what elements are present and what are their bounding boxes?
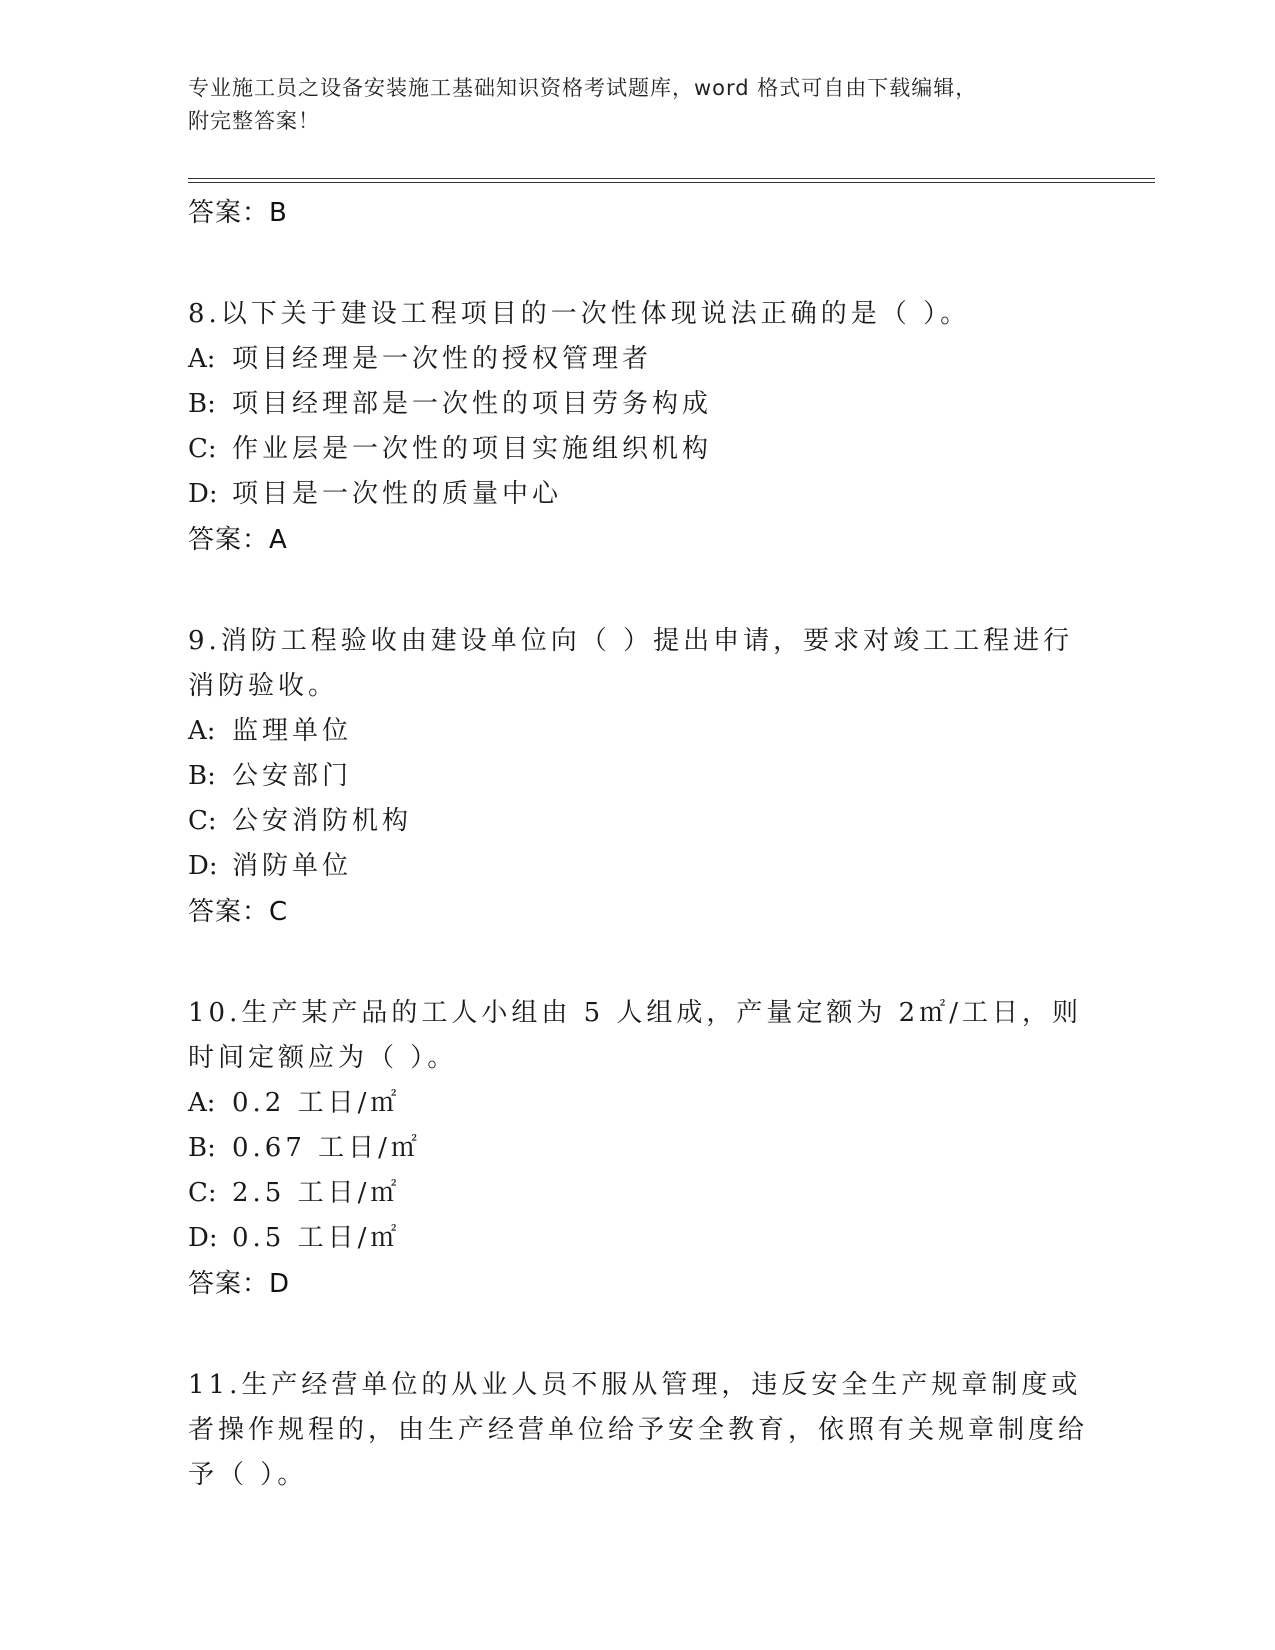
answer-label: 答案： (188, 525, 270, 555)
option-c (188, 799, 1088, 844)
answer-line (188, 517, 1088, 563)
answer-value: B (269, 198, 288, 228)
option-text: 公安消防机构 (232, 806, 413, 836)
option-key: B: (188, 389, 216, 419)
question-block (188, 1363, 1088, 1498)
option-key: C: (188, 1178, 217, 1208)
option-key: A: (188, 1088, 216, 1118)
option-key: D: (188, 1223, 218, 1253)
option-text: 项目经理部是一次性的项目劳务构成 (232, 389, 713, 419)
question-text: 9.消防工程验收由建设单位向（ ）提出申请，要求对竣工工程进行消防验收。 (188, 626, 1074, 701)
option-a (188, 337, 1088, 382)
question-block (188, 619, 1088, 935)
option-key: C: (188, 806, 217, 836)
option-key: D: (188, 479, 218, 509)
option-text: 消防单位 (232, 851, 353, 881)
option-text: 0.5 工日/㎡ (232, 1223, 401, 1253)
spacer (188, 236, 1088, 292)
option-key: A: (188, 344, 216, 374)
spacer (188, 1307, 1088, 1363)
question-block (188, 991, 1088, 1307)
option-a (188, 709, 1088, 754)
answer-line (188, 190, 1088, 236)
answer-label: 答案： (188, 1269, 270, 1299)
option-b (188, 754, 1088, 799)
option-text: 项目经理是一次性的授权管理者 (232, 344, 653, 374)
header-line-1: 专业施工员之设备安装施工基础知识资格考试题库，word 格式可自由下载编辑， (188, 76, 978, 100)
answer-line (188, 1261, 1088, 1307)
option-a (188, 1081, 1088, 1126)
answer-line (188, 889, 1088, 935)
option-text: 监理单位 (232, 716, 353, 746)
question-text: 8.以下关于建设工程项目的一次性体现说法正确的是（ ）。 (188, 299, 971, 329)
document-header (188, 72, 1068, 138)
header-line-2: 附完整答案！ (188, 109, 320, 133)
option-text: 公安部门 (232, 761, 353, 791)
option-key: A: (188, 716, 216, 746)
option-d (188, 844, 1088, 889)
header-divider (188, 178, 1155, 183)
option-text: 项目是一次性的质量中心 (232, 479, 563, 509)
option-text: 0.2 工日/㎡ (232, 1088, 401, 1118)
question-block (188, 292, 1088, 563)
option-b (188, 382, 1088, 427)
option-d (188, 472, 1088, 517)
answer-value: D (269, 1269, 291, 1299)
option-text: 0.67 工日/㎡ (232, 1133, 421, 1163)
option-key: B: (188, 761, 216, 791)
option-b (188, 1126, 1088, 1171)
option-text: 2.5 工日/㎡ (232, 1178, 401, 1208)
spacer (188, 935, 1088, 991)
option-c (188, 1171, 1088, 1216)
question-text: 10.生产某产品的工人小组由 5 人组成，产量定额为 2㎡/工日，则时间定额应为（ ）。 (188, 998, 1082, 1073)
option-text: 作业层是一次性的项目实施组织机构 (232, 434, 713, 464)
answer-value: C (269, 897, 289, 927)
document-body (188, 190, 1088, 1498)
option-d (188, 1216, 1088, 1261)
answer-label: 答案： (188, 198, 270, 228)
question-text: 11.生产经营单位的从业人员不服从管理，违反安全生产规章制度或者操作规程的，由生产经营单位给予安全教育，依照有关规章制度给予（ ）。 (188, 1370, 1089, 1490)
option-c (188, 427, 1088, 472)
option-key: C: (188, 434, 217, 464)
answer-label: 答案： (188, 897, 270, 927)
answer-value: A (269, 525, 288, 555)
option-key: D: (188, 851, 218, 881)
spacer (188, 563, 1088, 619)
option-key: B: (188, 1133, 216, 1163)
